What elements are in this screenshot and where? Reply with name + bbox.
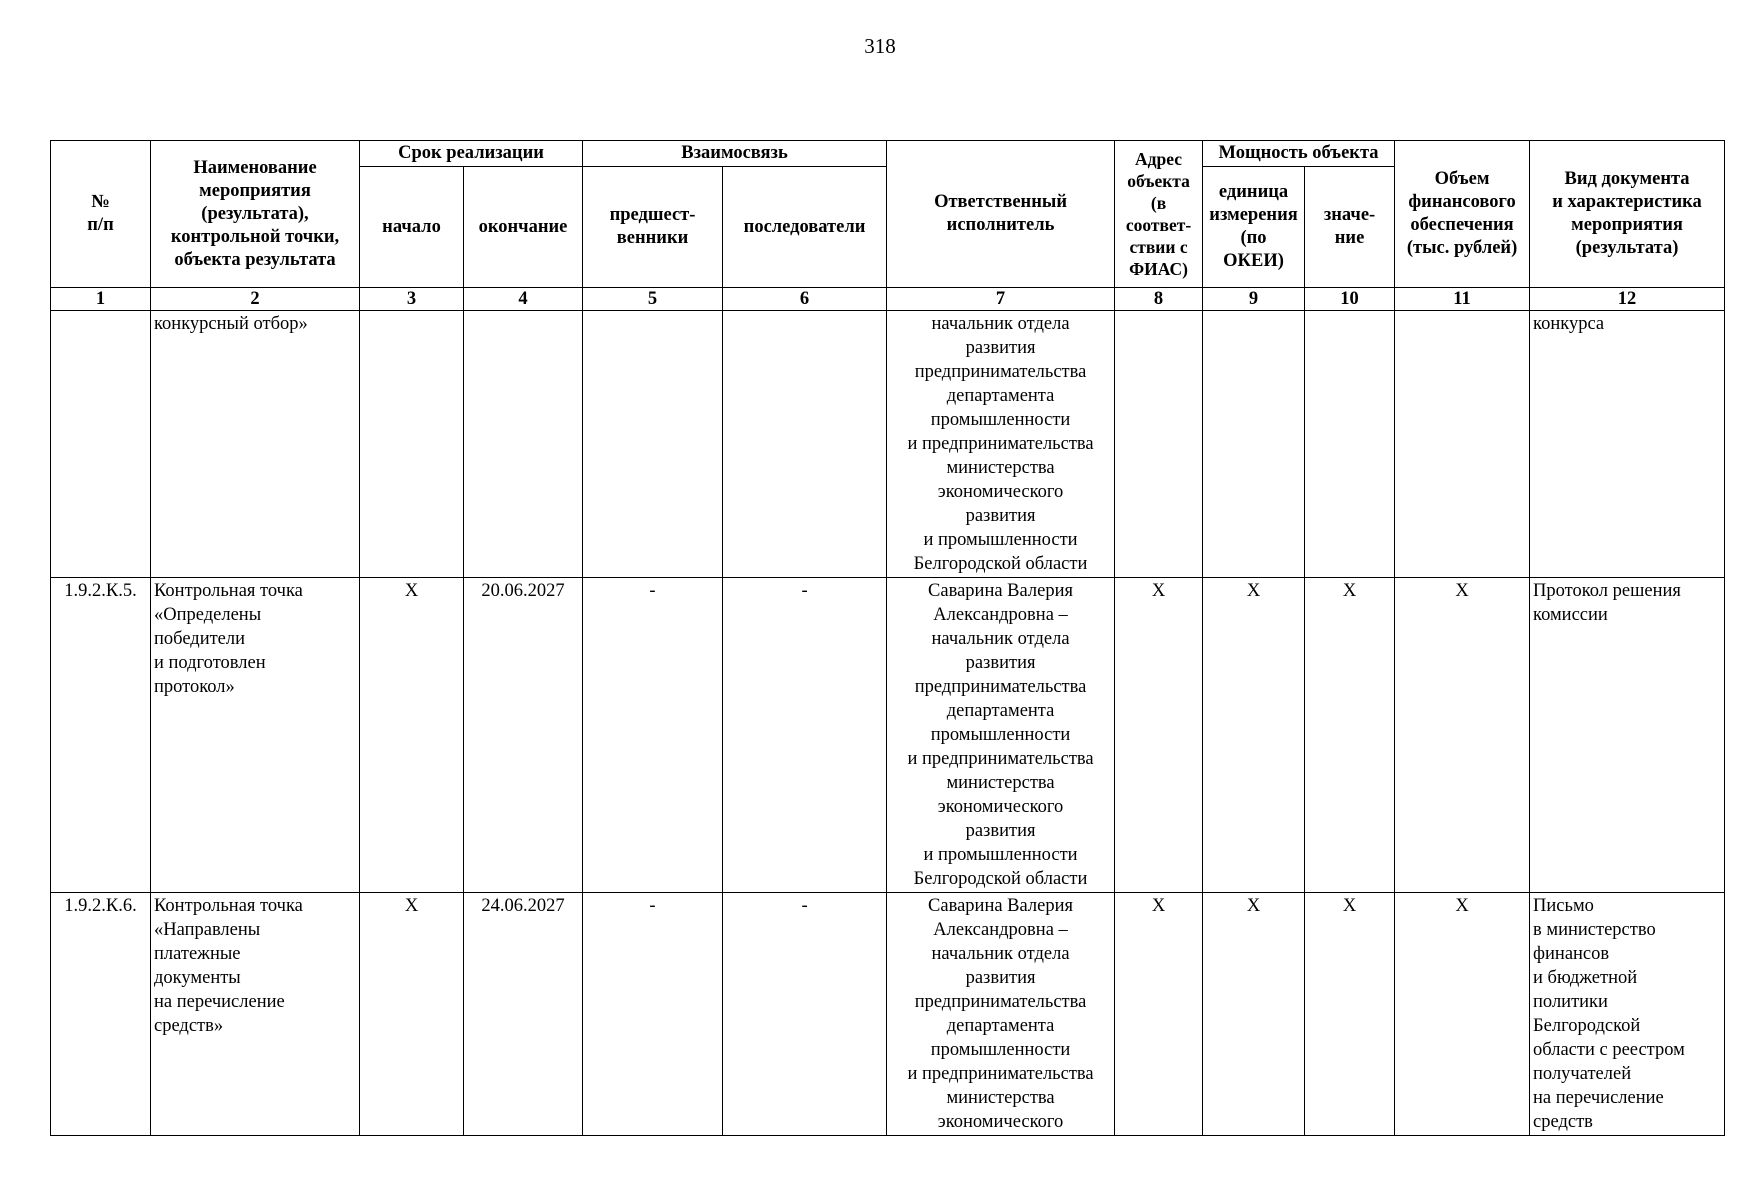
cell-start: X	[360, 893, 464, 1136]
header-unit: единица измерения (по ОКЕИ)	[1203, 167, 1305, 288]
cell-doc-type: Протокол решения комиссии	[1530, 578, 1725, 893]
column-number: 6	[723, 288, 887, 311]
cell-predecessors	[583, 311, 723, 578]
column-number: 3	[360, 288, 464, 311]
cell-finance: X	[1395, 893, 1530, 1136]
cell-responsible: начальник отдела развития предпринимательства департамента промышленности и предпринимательства министерства экономического развития и промышленности Белгородской области	[887, 311, 1115, 578]
column-number-row	[51, 288, 1725, 311]
cell-num: 1.9.2.К.5.	[51, 578, 151, 893]
cell-doc-type: Письмо в министерство финансов и бюджетной политики Белгородской области с реестром получателей на перечисление средств	[1530, 893, 1725, 1136]
cell-doc-type: конкурса	[1530, 311, 1725, 578]
header-finance: Объем финансового обеспечения (тыс. рублей)	[1395, 141, 1530, 288]
cell-end	[464, 311, 583, 578]
header-successors: последователи	[723, 167, 887, 288]
column-number: 12	[1530, 288, 1725, 311]
column-number: 7	[887, 288, 1115, 311]
cell-unit	[1203, 311, 1305, 578]
cell-value	[1305, 311, 1395, 578]
cell-name: конкурсный отбор»	[151, 311, 360, 578]
cell-successors	[723, 311, 887, 578]
header-predecessors: предшест- венники	[583, 167, 723, 288]
cell-num: 1.9.2.К.6.	[51, 893, 151, 1136]
cell-start	[360, 311, 464, 578]
cell-value: X	[1305, 893, 1395, 1136]
table-row	[51, 893, 1725, 1136]
column-number: 8	[1115, 288, 1203, 311]
column-number: 1	[51, 288, 151, 311]
implementation-plan-table	[50, 140, 1725, 1136]
cell-name: Контрольная точка «Направлены платежные документы на перечисление средств»	[151, 893, 360, 1136]
cell-unit: X	[1203, 578, 1305, 893]
cell-end: 24.06.2027	[464, 893, 583, 1136]
header-num: № п/п	[51, 141, 151, 288]
cell-unit: X	[1203, 893, 1305, 1136]
cell-address: X	[1115, 578, 1203, 893]
column-number: 4	[464, 288, 583, 311]
cell-responsible: Саварина Валерия Александровна – начальник отдела развития предпринимательства департамента промышленности и предпринимательства министерства экономического	[887, 893, 1115, 1136]
column-number: 9	[1203, 288, 1305, 311]
header-row-top	[51, 141, 1725, 167]
column-number: 11	[1395, 288, 1530, 311]
cell-responsible: Саварина Валерия Александровна – начальник отдела развития предпринимательства департамента промышленности и предпринимательства министерства экономического развития и промышленности Белгородской области	[887, 578, 1115, 893]
table-row	[51, 578, 1725, 893]
cell-finance	[1395, 311, 1530, 578]
cell-finance: X	[1395, 578, 1530, 893]
cell-successors: -	[723, 893, 887, 1136]
cell-end: 20.06.2027	[464, 578, 583, 893]
header-period-group: Срок реализации	[360, 141, 583, 167]
header-responsible: Ответственный исполнитель	[887, 141, 1115, 288]
cell-address	[1115, 311, 1203, 578]
column-number: 10	[1305, 288, 1395, 311]
header-address: Адрес объекта (в соответ- ствии с ФИАС)	[1115, 141, 1203, 288]
page-number: 318	[864, 34, 896, 58]
cell-name: Контрольная точка «Определены победители и подготовлен протокол»	[151, 578, 360, 893]
cell-num	[51, 311, 151, 578]
cell-predecessors: -	[583, 578, 723, 893]
header-link-group: Взаимосвязь	[583, 141, 887, 167]
cell-predecessors: -	[583, 893, 723, 1136]
column-number: 2	[151, 288, 360, 311]
header-start: начало	[360, 167, 464, 288]
header-capacity-group: Мощность объекта	[1203, 141, 1395, 167]
cell-address: X	[1115, 893, 1203, 1136]
cell-start: X	[360, 578, 464, 893]
header-name: Наименование мероприятия (результата), контрольной точки, объекта результата	[151, 141, 360, 288]
column-number: 5	[583, 288, 723, 311]
header-doc-type: Вид документа и характеристика мероприятия (результата)	[1530, 141, 1725, 288]
cell-value: X	[1305, 578, 1395, 893]
header-value: значе- ние	[1305, 167, 1395, 288]
cell-successors: -	[723, 578, 887, 893]
table-row	[51, 311, 1725, 578]
header-end: окончание	[464, 167, 583, 288]
